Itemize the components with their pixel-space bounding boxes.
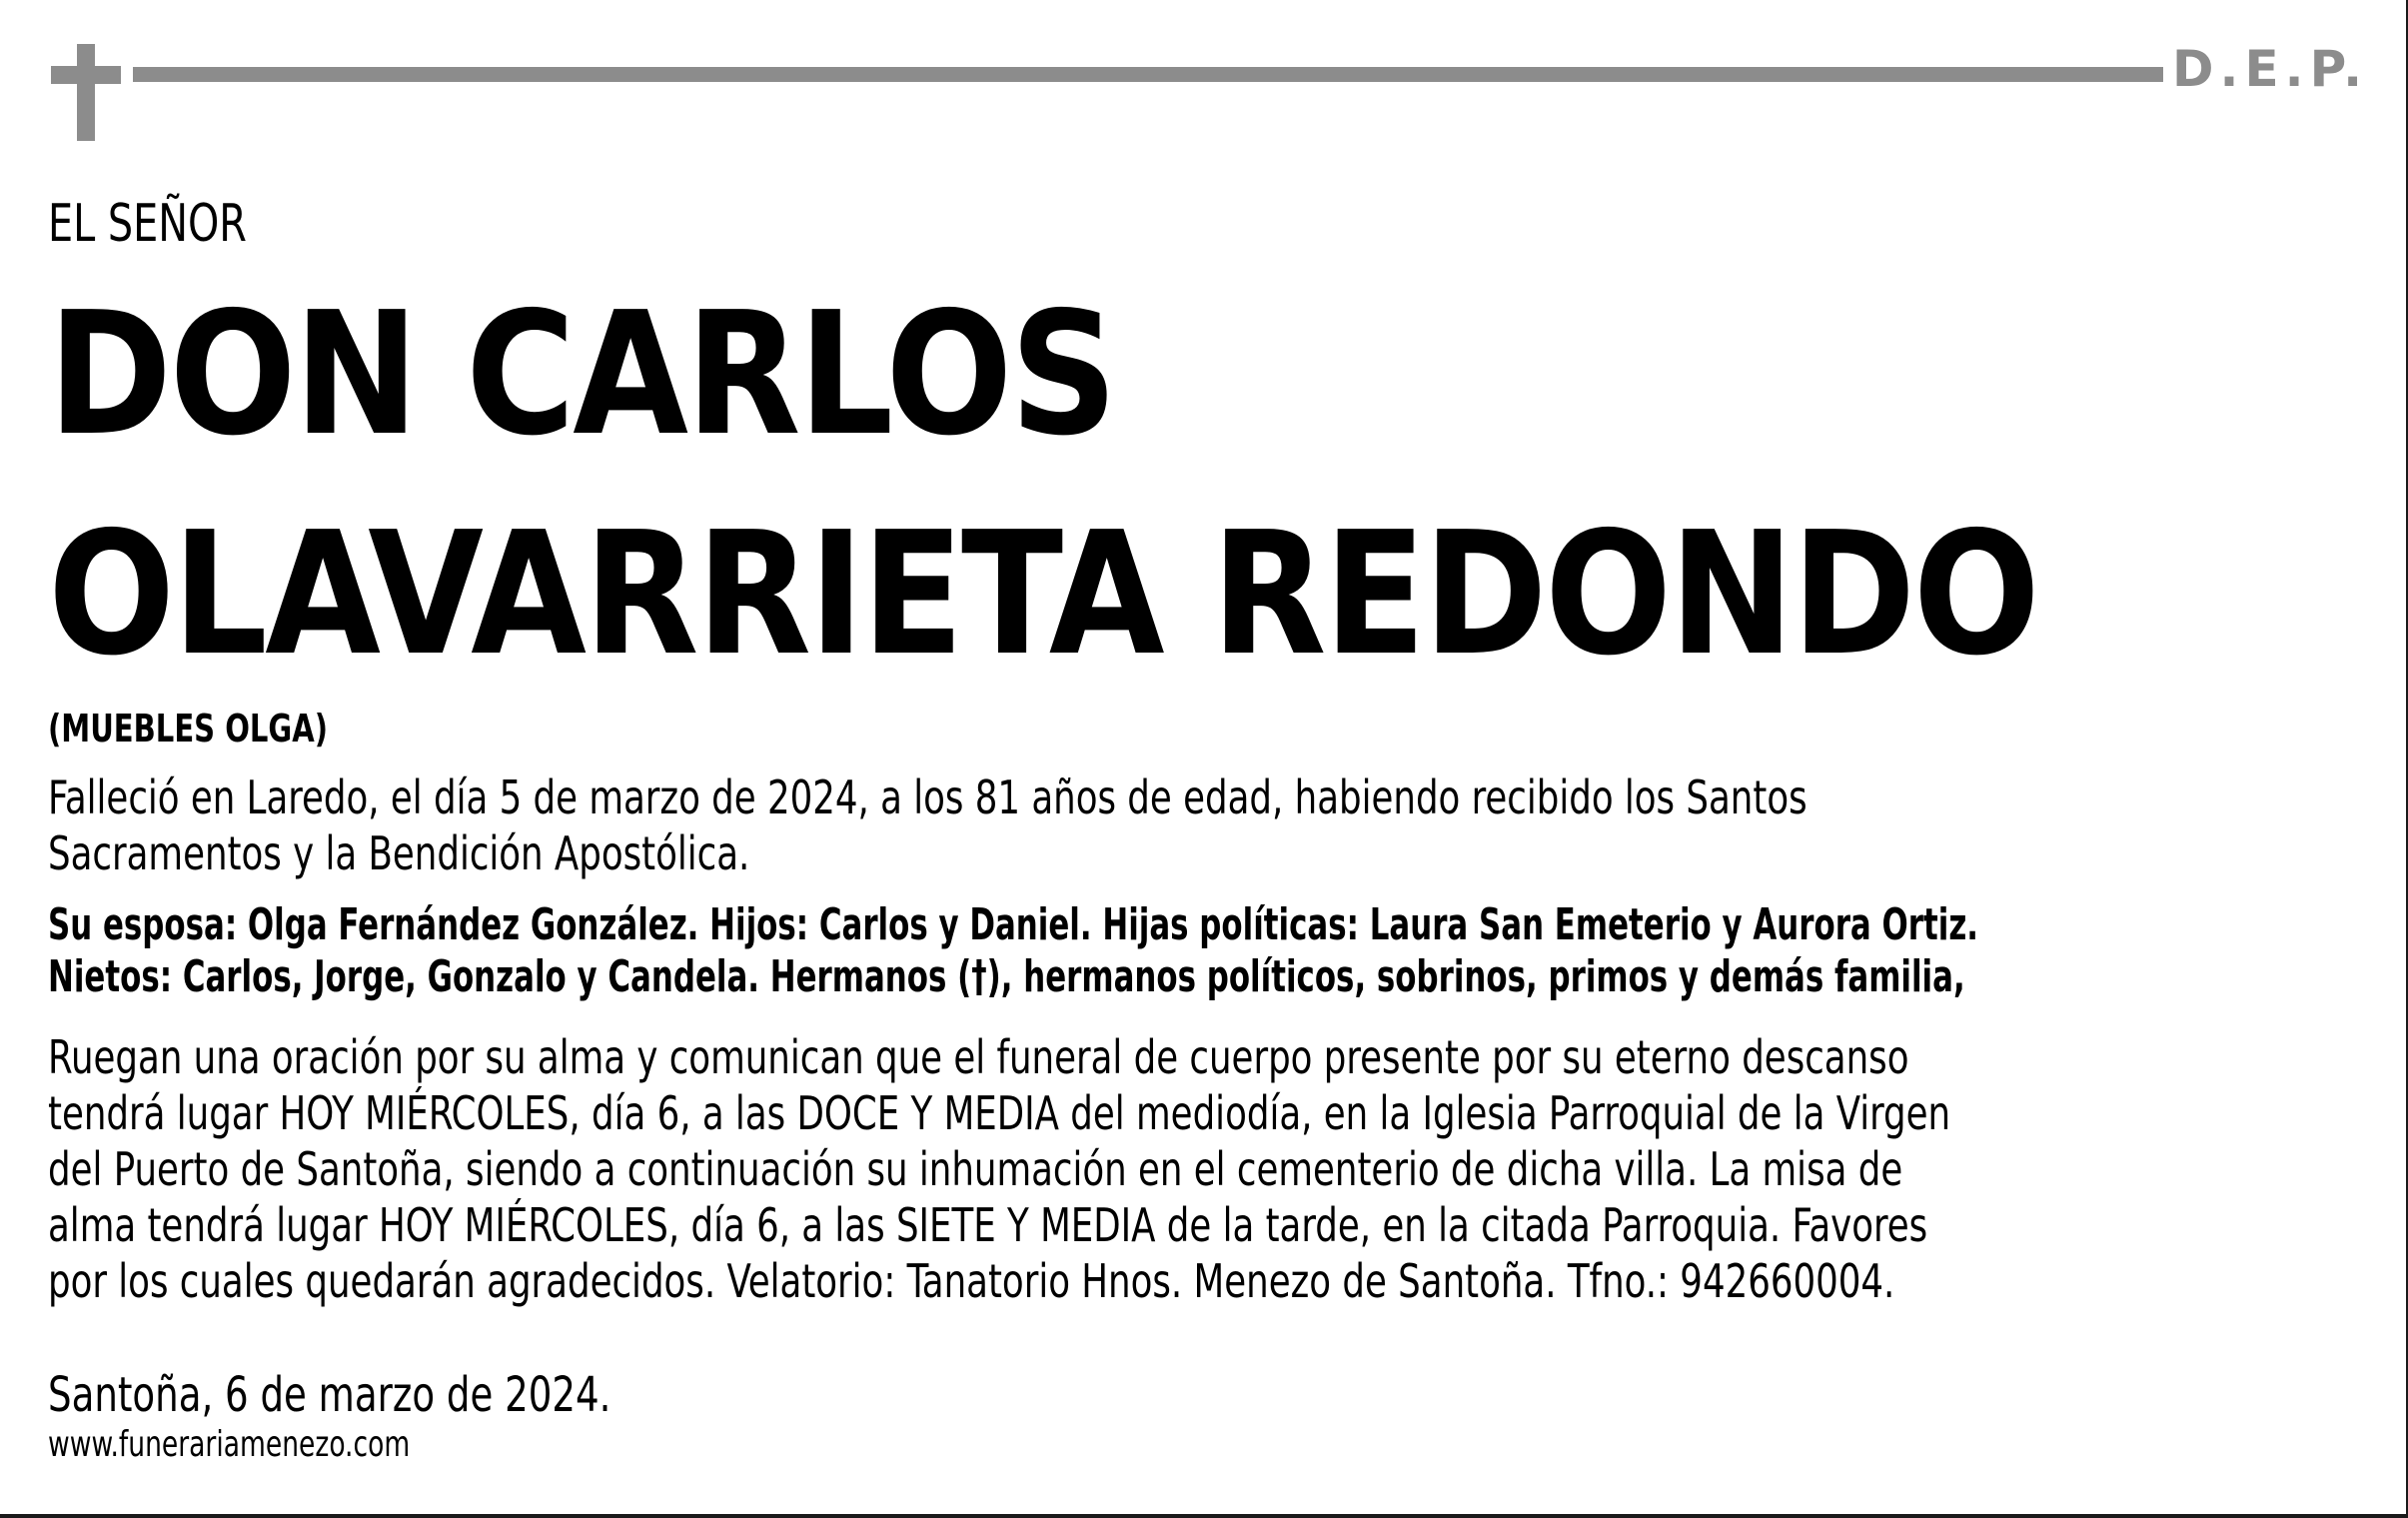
family-line: Nietos: Carlos, Jorge, Gonzalo y Candela. Hermanos (†), hermanos políticos, sobrinos, primos y demás familia, (48, 951, 1965, 1002)
header-rule (133, 67, 2163, 82)
dep-label: D.E.P. (2172, 40, 2369, 98)
place-and-date: Santoña, 6 de marzo de 2024. (48, 1367, 611, 1423)
family-line: Su esposa: Olga Fernández González. Hijos: Carlos y Daniel. Hijas políticas: Laura San Emeterio y Aurora Ortiz. (48, 899, 1979, 950)
cross-icon (51, 44, 121, 141)
business-alias: (MUEBLES OLGA) (48, 707, 329, 751)
service-paragraph (48, 1029, 1950, 1309)
deceased-name-line-2: OLAVARRIETA REDONDO (48, 496, 2038, 694)
honorific: EL SEÑOR (48, 194, 247, 254)
death-notice-line: Sacramentos y la Bendición Apostólica. (48, 826, 750, 880)
service-line: alma tendrá lugar HOY MIÉRCOLES, día 6, a las SIETE Y MEDIA de la tarde, en la citada Parroquia. Favores (48, 1198, 1928, 1252)
deceased-name-line-1: DON CARLOS (48, 276, 1115, 474)
service-line: por los cuales quedarán agradecidos. Velatorio: Tanatorio Hnos. Menezo de Santoña. Tfno.: 942660004. (48, 1254, 1895, 1308)
service-line: del Puerto de Santoña, siendo a continuación su inhumación en el cementerio de dicha villa. La misa de (48, 1142, 1903, 1196)
death-notice-paragraph (48, 769, 1807, 881)
website-link[interactable]: www.funerariamenezo.com (48, 1424, 411, 1465)
death-notice-line: Falleció en Laredo, el día 5 de marzo de 2024, a los 81 años de edad, habiendo recibido los Santos (48, 770, 1807, 824)
service-line: Ruegan una oración por su alma y comunican que el funeral de cuerpo presente por su eterno descanso (48, 1030, 1909, 1084)
service-line: tendrá lugar HOY MIÉRCOLES, día 6, a las DOCE Y MEDIA del mediodía, en la Iglesia Parroquial de la Virgen (48, 1086, 1951, 1140)
family-paragraph (48, 899, 1978, 1003)
